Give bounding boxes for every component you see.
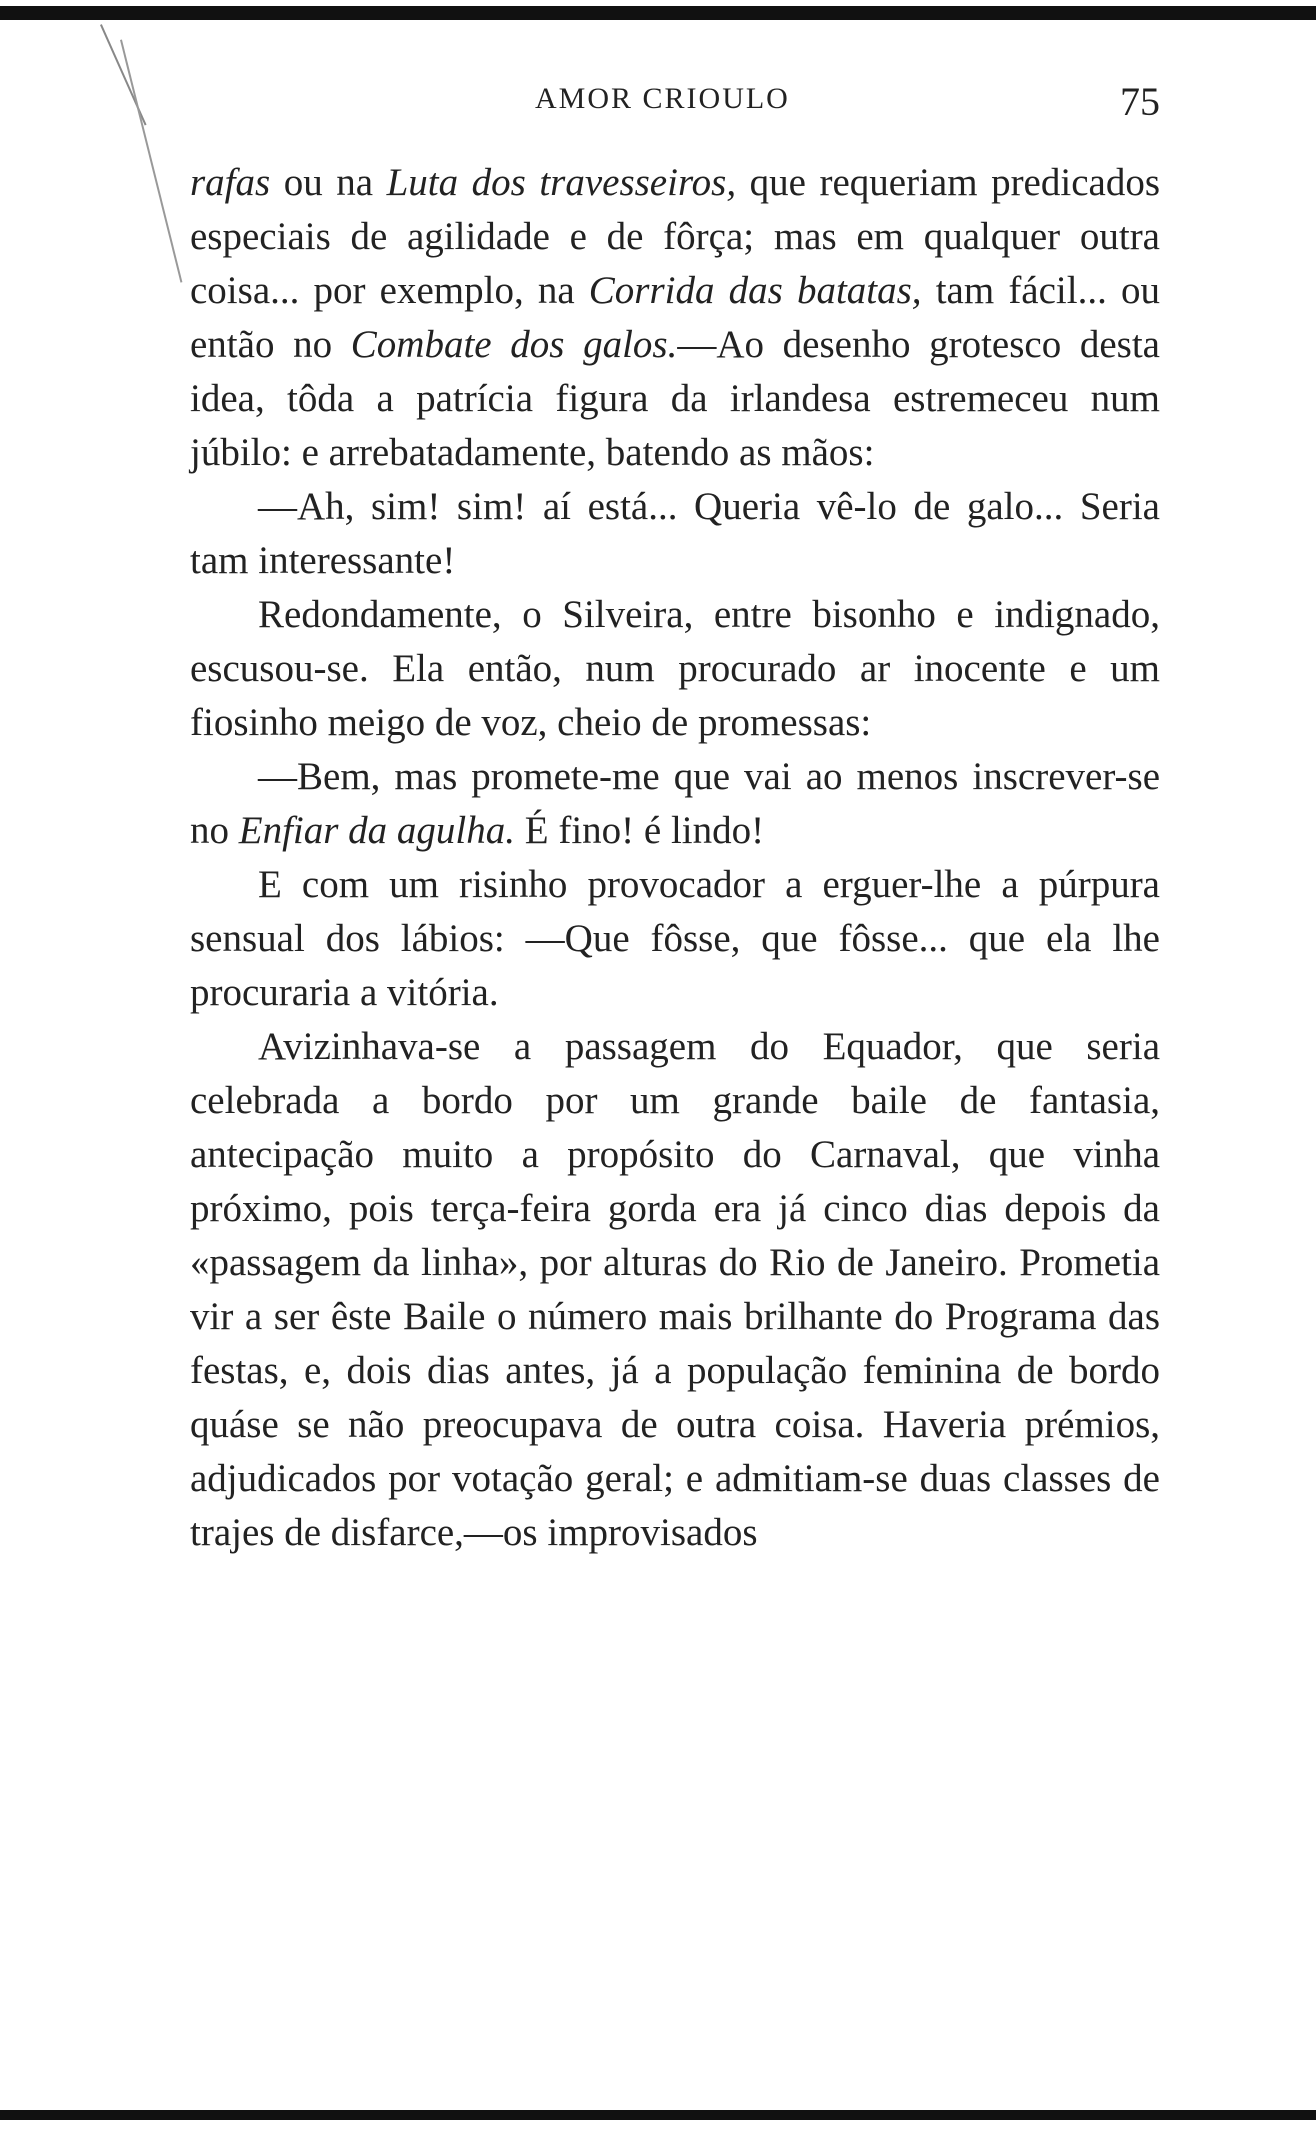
text-run: —Ao desenho grotesco desta idea, tôda a patrícia figura da irlandesa estremeceu num júbilo: e arrebatadamente, batendo as mãos: <box>190 323 1160 474</box>
paragraph-4 <box>190 750 1160 858</box>
italic-term: Luta dos travesseiros, <box>386 161 737 204</box>
body-text <box>190 156 1160 1560</box>
paragraph-2: —Ah, sim! sim! aí está... Queria vê-lo de galo... Seria tam interessante! <box>190 485 1160 582</box>
paragraph-3: Redondamente, o Silveira, entre bisonho e indignado, escusou-se. Ela então, num procurado ar inocente e um fiosinho meigo de voz, cheio de promessas: <box>190 593 1160 744</box>
italic-term: Enfiar da agulha. <box>238 809 516 852</box>
text-run: —Bem, mas promete-me que vai ao menos inscrever-se no <box>190 755 1160 852</box>
gutter-mark <box>120 40 182 283</box>
italic-term: Combate dos galos. <box>350 323 678 366</box>
top-border-rule <box>0 6 1316 20</box>
paragraph-1 <box>190 156 1160 480</box>
italic-term: Corrida das batatas, <box>588 269 922 312</box>
italic-term: rafas <box>190 161 271 204</box>
text-run: É fino! é lindo! <box>515 809 765 852</box>
text-run: que requeriam predicados especiais de agilidade e de fôrça; mas em qualquer outra coisa... por exemplo, na <box>190 161 1160 312</box>
running-title: AMOR CRIOULO <box>535 82 790 115</box>
bottom-border-rule <box>0 2110 1316 2120</box>
page-number: 75 <box>1120 79 1160 124</box>
text-run: ou na <box>270 161 387 204</box>
paragraph-6: Avizinhava-se a passagem do Equador, que seria celebrada a bordo por um grande baile de fantasia, antecipação muito a propósito do Carnaval, que vinha próximo, pois terça-feira gorda era já cinco dias depois da «passagem da linha», por alturas do Rio de Janeiro. Prometia vir a ser êste Baile o número mais brilhante do Programa das festas, e, dois dias antes, já a população feminina de bordo quáse se não preocupava de outra coisa. Haveria prémios, adjudicados por votação geral; e admitiam-se duas classes de trajes de disfarce,—os improvisados <box>190 1025 1160 1554</box>
paragraph-5: E com um risinho provocador a erguer-lhe a púrpura sensual dos lábios: —Que fôsse, que fôsse... que ela lhe procuraria a vitória. <box>190 863 1160 1014</box>
text-run: tam fácil... ou então no <box>190 269 1160 366</box>
page-header <box>190 78 1160 128</box>
